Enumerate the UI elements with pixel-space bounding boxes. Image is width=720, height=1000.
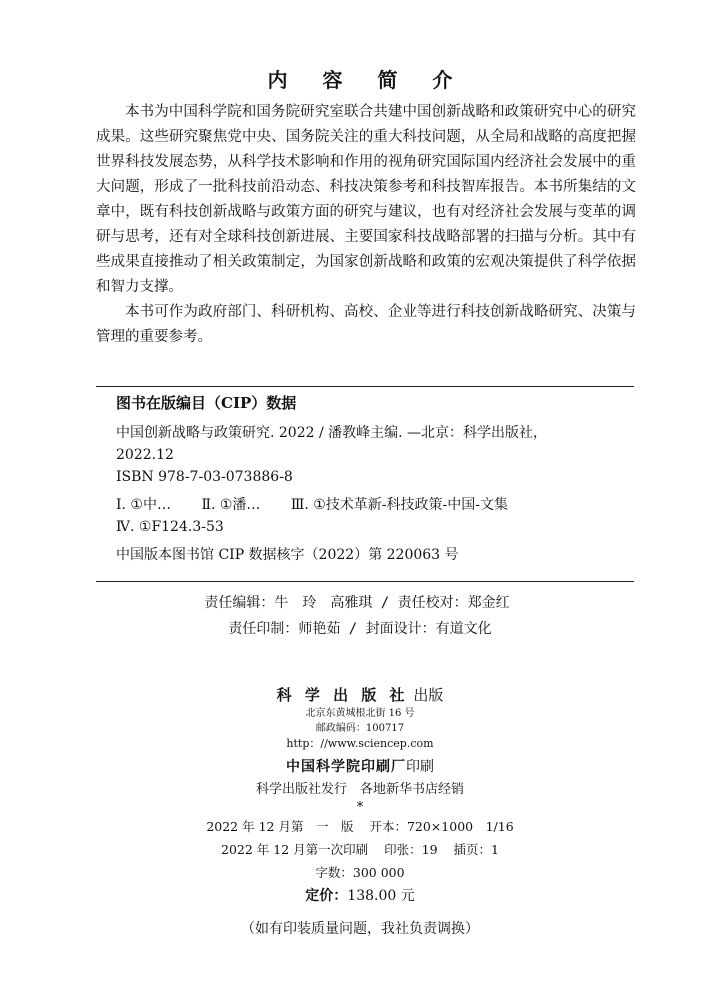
credits-line-2: 责任印制：师艳茹 / 封面设计：有道文化 [228,621,492,637]
price-line [0,884,720,908]
cip-heading: 图书在版编目（CIP）数据 [116,394,297,412]
cip-class-1: Ⅰ. ①中… [116,497,171,513]
cip-data-block [96,386,634,582]
cip-record-line-1: 中国创新战略与政策研究. 2022 / 潘教峰主编. —北京：科学出版社， [116,425,548,441]
quality-notice: （如有印装质量问题，我社负责调换） [241,921,479,937]
cip-class-4: Ⅳ. ①F124.3-53 [116,519,224,535]
publisher-postcode: 邮政编码：100717 [315,723,405,734]
publisher-url: http：//www.sciencep.com [286,737,434,750]
publisher-address: 北京东黄城根北街 16 号 [305,708,415,719]
summary-paragraph-1: 本书为中国科学院和国务院研究室联合共建中国创新战略和政策研究中心的研究成果。这些研究聚焦党中央、国务院关注的重大科技问题，从全局和战略的高度把握世界科技发展态势，从科学技术影响和作用的视角研究国际国内经济社会发展中的重大问题，形成了一批科技前沿动态、科技决策参考和科技智库报告。本书所集结的文章中，既有科技创新战略与政策方面的研究与建议，也有对经济社会发展与变革的调研与思考，还有对全球科技创新进展、主要国家科技战略部署的扫描与分析。其中有些成果直接推动了相关政策制定，为国家创新战略和政策的宏观决策提供了科学依据和智力支撑。 [96,104,636,295]
page-title: 内 容 简 介 [267,68,467,92]
printing-line [0,838,720,861]
print-sheets: 印张：19 [384,842,438,857]
cip-class-3: Ⅲ. ①技术革新-科技政策-中国-文集 [290,497,509,513]
insert-pages: 插页：1 [453,842,499,857]
publication-info [0,684,720,942]
cip-isbn: ISBN 978-7-03-073886-8 [116,469,293,485]
book-format: 开本：720×1000 1/16 [369,819,514,834]
cip-verification-number: 中国版本图书馆 CIP 数据核字（2022）第 220063 号 [116,547,459,563]
word-count: 字数：300 000 [315,865,405,880]
price-label: 定价： [305,888,348,904]
publisher-name: 科 学 出 版 社 [276,686,409,704]
printer-suffix: 印刷 [406,759,434,775]
credits-line-1: 责任编辑：牛 玲 高雅琪 / 责任校对：郑金红 [204,595,510,611]
price-value: 138.00 元 [347,888,415,904]
distribution-line: 科学出版社发行 各地新华书店经销 [255,782,464,797]
printer-name: 中国科学院印刷厂 [286,759,406,775]
edition-date: 2022 年 12 月第 一 版 [206,819,354,834]
editorial-credits [0,590,720,642]
edition-line [0,815,720,838]
cip-classification [116,494,634,516]
printer-line [0,755,720,779]
cip-class-2: Ⅱ. ①潘… [201,497,261,513]
cip-record-line-2: 2022.12 [116,447,174,463]
print-date: 2022 年 12 月第一次印刷 [221,842,369,857]
publisher-suffix: 出版 [413,686,444,704]
publisher-line [0,684,720,706]
summary-paragraph-2: 本书可作为政府部门、科研机构、高校、企业等进行科技创新战略研究、决策与管理的重要参考。 [96,304,636,345]
separator-star: * [356,800,364,815]
content-summary [96,100,636,350]
